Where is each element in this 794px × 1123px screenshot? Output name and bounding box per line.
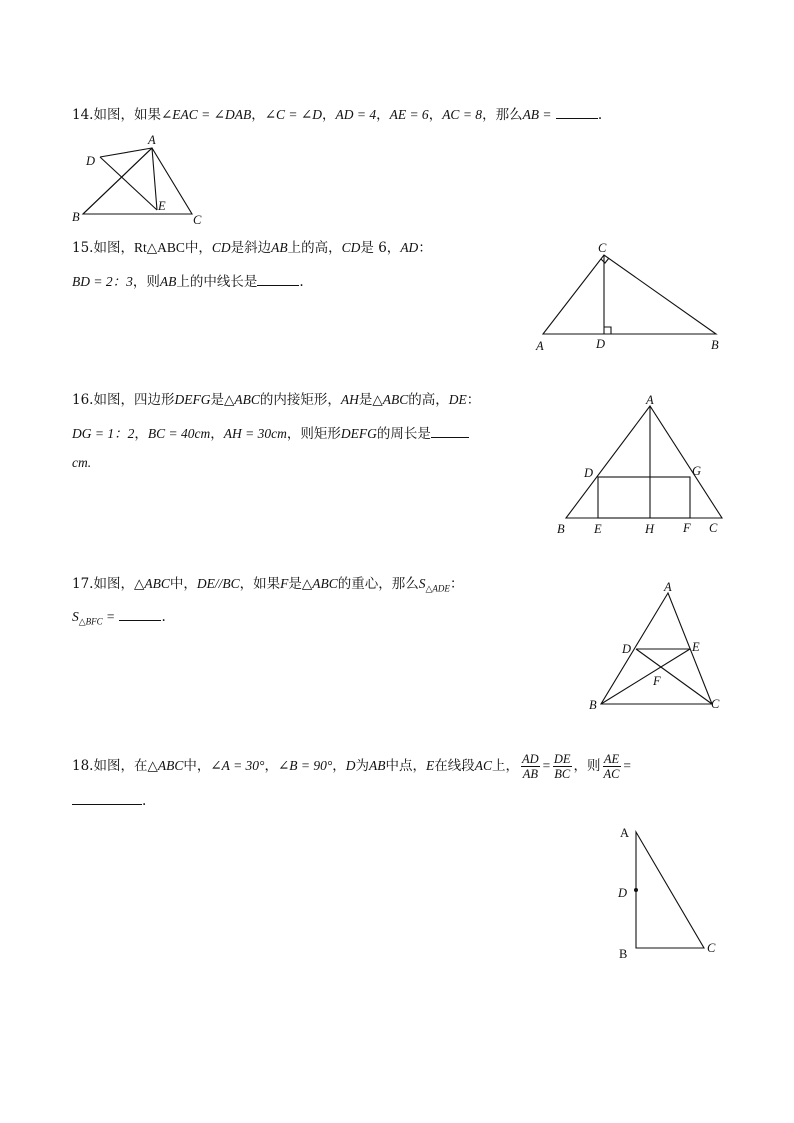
q18-fraction-ad-ab: $\frac{AD}{AB}$	[522, 752, 539, 781]
q14-label-a: A	[148, 133, 156, 147]
q16-label-a: A	[646, 393, 654, 407]
q17-label-a: A	[664, 580, 672, 594]
q18-point-d	[634, 888, 638, 892]
q16-label-f: F	[683, 521, 691, 535]
q16-label-c: C	[709, 521, 718, 535]
q14-text: 14.如图，如果∠EAC = ∠DAB，∠C = ∠D，AD = 4，AE = 6，AC = 8，那么AB = .	[72, 104, 602, 124]
q15-text-line2: BD = 2：3，则AB上的中线长是 .	[72, 271, 304, 291]
q15-label-c: C	[598, 241, 607, 255]
q17-label-e: E	[692, 640, 700, 654]
q16-label-h: H	[645, 522, 655, 536]
q16-number: 16.	[72, 392, 94, 408]
q17-label-b: B	[589, 698, 597, 712]
q16-label-g: G	[692, 464, 702, 478]
q17-text-line2: $S_{\triangle BFC}$ = .	[72, 606, 166, 631]
q17-label-f: F	[653, 674, 661, 688]
q16-label-e: E	[594, 522, 602, 536]
q17-label-d: D	[622, 642, 632, 656]
q18-triangle-abc	[636, 832, 704, 948]
q17-number: 17.	[72, 576, 94, 592]
q14-label-d: D	[86, 154, 96, 168]
q16-label-d: D	[584, 466, 594, 480]
q15-label-b: B	[711, 338, 719, 352]
q18-fraction-ae-ac: $\frac{AE}{AC}$	[603, 752, 620, 781]
q14-label-c: C	[193, 213, 202, 227]
q18-label-b: B	[619, 947, 628, 961]
q15-label-d: D	[596, 337, 606, 351]
q15-text-line1: 15.如图，Rt△ABC中，CD是斜边AB上的高，CD是 6，AD：	[72, 240, 432, 256]
q18-number: 18.	[72, 758, 94, 774]
q16-text-line3: cm.	[72, 455, 92, 470]
q18-text-line1: 18.如图，在△ABC中，∠A = 30°，∠B = 90°，D为AB中点，E在线段AC上， $\frac{AD}{AB}$ = $\frac{DE}{BC}$ ，则 $\frac{AE}{AC}$ =	[72, 752, 632, 781]
q18-label-d: D	[618, 886, 628, 900]
q18-label-a: A	[620, 826, 630, 840]
q18-text-line2: .	[72, 790, 146, 810]
q16-text-line1: 16.如图，四边形DEFG是△ABC的内接矩形，AH是△ABC的高，DE：	[72, 392, 481, 408]
q16-text-line2: DG = 1：2，BC = 40cm，AH = 30cm，则矩形DEFG的周长是	[72, 423, 469, 443]
q16-label-b: B	[557, 522, 565, 536]
q18-label-c: C	[707, 941, 716, 955]
q14-label-b: B	[72, 210, 80, 224]
q17-text-line1: 17.如图，△ABC中，DE//BC，如果F是△ABC的重心，那么$S_{\triangle ADE}$：	[72, 576, 464, 594]
q14-number: 14.	[72, 107, 94, 123]
q18-fraction-de-bc: $\frac{DE}{BC}$	[553, 752, 571, 781]
q14-label-e: E	[158, 199, 166, 213]
q15-number: 15.	[72, 240, 94, 256]
q15-label-a: A	[536, 339, 544, 353]
q17-label-c: C	[711, 697, 720, 711]
